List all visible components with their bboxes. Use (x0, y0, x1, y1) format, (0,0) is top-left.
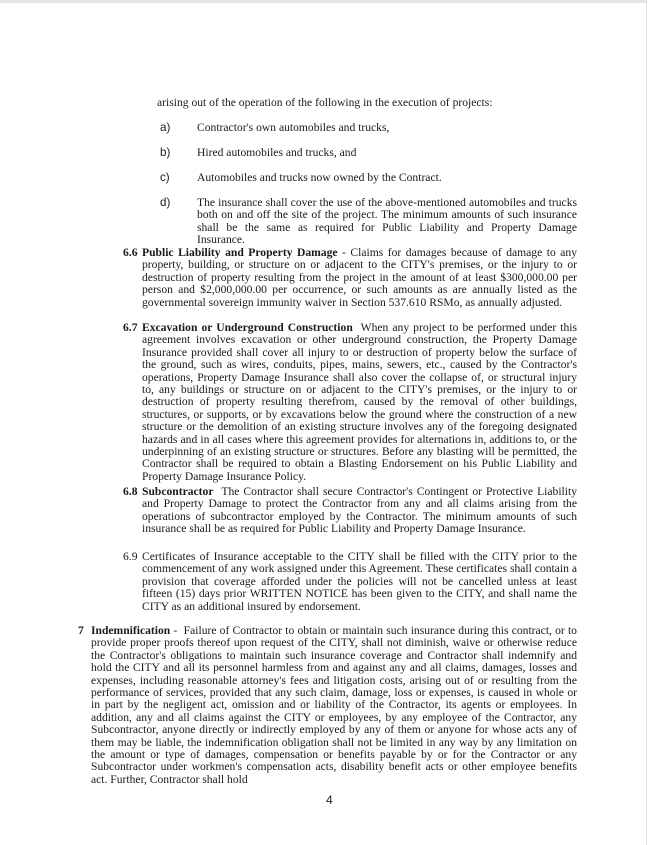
section-number: 6.8 (123, 485, 138, 498)
section-heading: Public Liability and Property Damage (142, 246, 338, 259)
section-separator: - (337, 246, 351, 259)
list-text: Hired automobiles and trucks, and (197, 146, 357, 159)
section-heading: Excavation or Underground Construction (142, 321, 353, 334)
stray-dot: . (321, 800, 323, 806)
section-number: 6.9 (123, 550, 138, 563)
list-label: d) (160, 196, 171, 209)
section-number: 6.6 (123, 246, 138, 259)
section-body (142, 486, 577, 536)
list-text: Automobiles and trucks now owned by the Contract. (197, 171, 442, 184)
section-body (142, 247, 577, 309)
list-label: c) (160, 171, 170, 184)
page-right-edge (646, 0, 654, 845)
page-number-value: 4 (325, 793, 333, 807)
section-text: Certificates of Insurance acceptable to the CITY shall be filled with the CITY prior to the commencement of any work assigned under this Agreement. These certificates shall contain a provision that coverage afforded under the policies will not be cancelled unless at least fifteen (15) days prior WRITTEN NOTICE has been given to the CITY, and shall name the CITY as an additional insured by endorsement. (142, 550, 577, 613)
section-number: 7 (78, 624, 84, 637)
list-text: The insurance shall cover the use of the above-mentioned automobiles and trucks both on and off the site of the project. The minimum amounts of such insurance shall be the same as required for Public Liability and Property Damage Insurance. (197, 196, 577, 247)
list-label: a) (160, 121, 171, 134)
section-separator (353, 321, 361, 334)
section-body (91, 625, 577, 786)
section-text: When any project to be performed under this agreement involves excavation or other underground construction, the Property Damage Insurance provided shall cover all injury to or destruction of property below the surface of the ground, such as wires, conduits, pipes, mains, sewers, etc., caused by the Contractor's operations, Property Damage Insurance shall also cover the collapse of, or structural injury to, any buildings or structure on or adjacent to the CITY's premises, or the injury to or destruction of property resulting therefrom, caused by the removal of other buildings, structures, or supports, or by excavations below the ground where the construction of a new structure or the demolition of an existing structure involves any of the foregoing designated hazards and in all cases where this agreement provides for alternations in, additions to, or the underpinning of an existing structure or structures. Before any blasting will be permitted, the Contractor shall be required to obtain a Blasting Endorsement on his Public Liability and Property Damage Insurance Policy. (142, 321, 577, 483)
page-number (0, 793, 654, 807)
section-text: The Contractor shall secure Contractor's Contingent or Protective Liability and Property Damage to protect the Contractor from any and all claims arising from the operations of subcontractor employed by the Contractor. The minimum amounts of such insurance shall be as required for Public Liability and Property Damage Insurance. (142, 485, 577, 536)
section-heading: Indemnification (91, 624, 171, 637)
section-text: Failure of Contractor to obtain or maintain such insurance during this contract, or to provide proper proofs thereof upon request of the CITY, shall not diminish, waive or otherwise reduce the Contractor's obligations to maintain such insurance coverage and Contractor shall indemnify and hold the CITY and all its personnel harmless from and against any and all claims, damages, losses and expenses, including reasonable attorney's fees and litigation costs, arising out of or resulting from the performance of services, provided that any such claim, damage, loss or expenses, is caused in whole or in part by the negligent act, omission and or liability of the Contractor, its agents or employees. In addition, any and all claims against the CITY or employees, by any employee of the Contractor, any Subcontractor, anyone directly or indirectly employed by any of them or anyone for whose acts any of them may be liable, the indemnification obligation shall not be limited in any way by any limitation on the amount or type of damages, compensation or benefits payable by or for the Contractor or any Subcontractor under workmen's compensation acts, disability benefit acts or other employee benefits act. Further, Contractor shall hold (91, 624, 577, 786)
section-heading: Subcontractor (142, 485, 214, 498)
intro-paragraph: arising out of the operation of the following in the execution of projects: (157, 96, 493, 109)
section-text: Claims for damages because of damage to any property, building, or structure on or adjacent to the CITY's premises, or the injury to or destruction of property resulting from the project in the amount of at least $300,000.00 per person and $2,000,000.00 per occurrence, or such amounts as are annually listed as the governmental sovereign immunity waiver in Section 537.610 RSMo, as annually adjusted. (142, 246, 577, 309)
section-separator: - (170, 624, 184, 637)
section-number: 6.7 (123, 321, 138, 334)
list-text: Contractor's own automobiles and trucks, (197, 121, 390, 134)
section-body (142, 322, 577, 483)
section-body (142, 551, 577, 613)
list-label: b) (160, 146, 171, 159)
